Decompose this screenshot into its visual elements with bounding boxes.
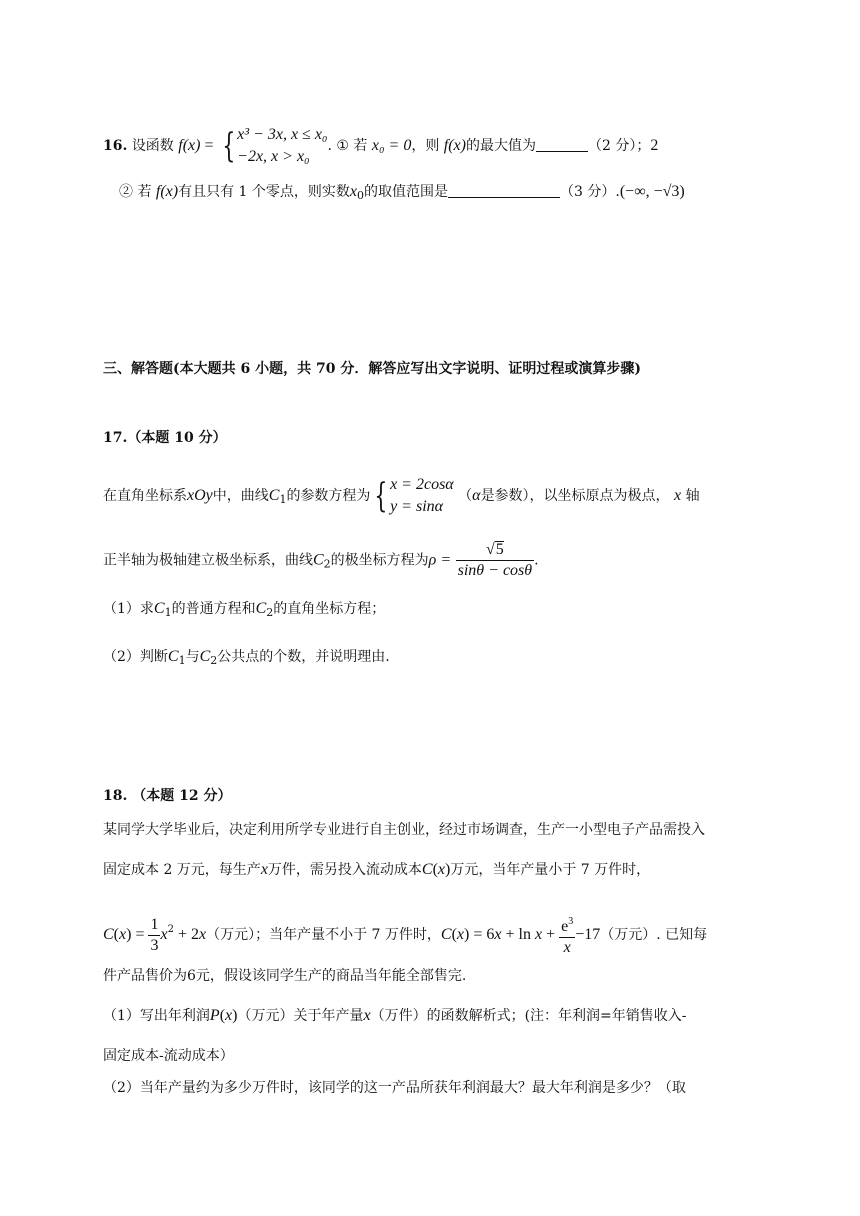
q17-frac-num: 5 [495,541,504,558]
q17-param-eqs [390,474,454,518]
q16-line2: ② 若 f(x)有且只有 1 个零点，则实数$x_0$的取值范围是 （3 分）.(−∞, −√3) [119,183,685,202]
q16-line1: 16. 设函数 f(x) = { x³ − 3x, x ≤ x₀ −2x, x > x₀ . ① 若 x₀ = 0，则 f(x)的最大值为 （2 分）；2 [103,126,659,166]
q18-line4: 件产品售价为6元，假设该同学生产的商品当年能全部售完. [103,968,467,984]
q16-func: f(x) [178,137,201,154]
q17-line2: 正半轴为极轴建立极坐标系，曲线$C_2$的极坐标方程为ρ = $\frac{√5}{\sin\theta - \cos\theta}$ . [103,541,539,579]
q18-line3-b: （万元）. 已知每 [600,927,708,943]
q18-line2-a: 固定成本 2 万元，每生产 [103,862,261,878]
q18-q1-c: （万件）的函数解析式；(注：年利润=年销售收入- [370,1008,687,1024]
q17-line1-e: 轴 [685,488,700,504]
q16-cases [237,124,327,168]
q16-answer1: 2 [650,137,659,154]
q17-q2-b: 与 [185,649,200,665]
q18-line2-b: 万件，需另投入流动成本 [267,862,422,878]
q17-line1-b: 中，曲线 [212,488,269,504]
q16-part1-text: 的最大值为 [465,138,536,154]
q17-rho: ρ = [428,551,452,569]
q16-intro: 设函数 [131,138,174,154]
q16-part2-mid: 有且只有 1 个零点，则实数 [178,184,350,200]
section3-title: 三、解答题(本大题共 6 小题，共 70 分．解答应写出文字说明、证明过程或演算步骤) [103,361,641,377]
q16-part2-text: 的取值范围是 [364,184,449,200]
q17-q2-a: （2）判断 [103,649,168,665]
q17-header: 17.（本题 10 分） [103,430,227,446]
q17-eq2: y = sinα [390,498,444,515]
q16-part1-prefix: ① 若 [336,138,368,154]
q16-answer2: (−∞, −√3) [619,183,685,200]
q17-fraction: $\frac{√5}{\sin\theta - \cos\theta}$ [457,541,533,579]
q17-sub1: （1）求$C_1$的普通方程和$C_2$的直角坐标方程； [103,600,386,619]
q16-case1: x³ − 3x, x ≤ x₀ [237,126,328,143]
q17-eq1: x = 2cosα [390,476,454,493]
q16-cond: x₀ = 0 [371,137,412,154]
q16-part2-prefix: ② 若 [119,184,152,200]
q17-line2-a: 正半轴为极轴建立极坐标系，曲线 [103,552,313,569]
q17-q1-b: 的普通方程和 [171,601,256,617]
q17-sub2: （2）判断$C_1$与$C_2$公共点的个数，并说明理由. [103,648,390,667]
q18-line1: 某同学大学毕业后，决定利用所学专业进行自主创业，经过市场调查，生产一小型电子产品需投入 [103,822,705,838]
q17-line1-a: 在直角坐标系 [103,488,187,504]
q18-q1-a: （1）写出年利润 [103,1008,210,1024]
q18-line3-a: （万元）；当年产量不小于 7 万件时， [206,927,441,943]
q16-blank1 [536,137,588,152]
q18-frac-e3-x: $\frac{e^3}{x}$ [559,912,575,958]
q17-line1-c: 的参数方程为 [286,488,371,504]
q16-number: 16. [103,138,128,154]
q18-frac-one-third: $\frac{1}{3}$ [150,915,159,954]
q18-line2-c: 万元，当年产量小于 7 万件时， [450,862,651,878]
q17-frac-den: sinθ − cosθ [457,562,533,579]
q17-line1: 在直角坐标系xOy中，曲线$C_1$的参数方程为 { x = 2cosα y = sinα （α是参数），以坐标原点为极点， x 轴 [103,476,700,516]
q17-xoy: xOy [187,487,213,504]
q17-q2-c: 公共点的个数，并说明理由. [217,649,390,665]
q16-case2: −2x, x > x₀ [237,148,310,165]
q17-line1-d: 是参数），以坐标原点为极点， [480,488,670,504]
q17-q1-c: 的直角坐标方程； [273,601,386,617]
q16-blank2 [448,183,560,198]
q18-line3: C(x) = $\frac{1}{3}$ $x^2 + 2x$（万元）；当年产量不小于 7 万件时，C(x) = 6x + ln x + $\frac{e^3}{x}$ −17（万元）. 已知每 [103,912,707,958]
q18-sub1-cont: 固定成本-流动成本） [103,1048,234,1064]
q17-line2-b: 的极坐标方程为 [330,552,429,569]
q18-line2: 固定成本 2 万元，每生产x万件，需另投入流动成本C(x)万元，当年产量小于 7 万件时， [103,861,651,878]
q18-q1-b: （万元）关于年产量 [237,1008,364,1024]
q16-score2: （3 分）. [560,184,620,200]
q18-header: 18. （本题 12 分） [103,788,232,804]
q18-sub2: （2）当年产量约为多少万件时，该同学的这一产品所获年利润最大？最大年利润是多少？（取 [103,1080,686,1096]
q16-part1-mid: ，则 [411,138,440,154]
q16-score1: （2 分）； [587,138,651,154]
q18-sub1: （1）写出年利润P(x)（万元）关于年产量x（万件）的函数解析式；(注：年利润=年销售收入- [103,1007,687,1024]
q17-q1-a: （1）求 [103,601,154,617]
